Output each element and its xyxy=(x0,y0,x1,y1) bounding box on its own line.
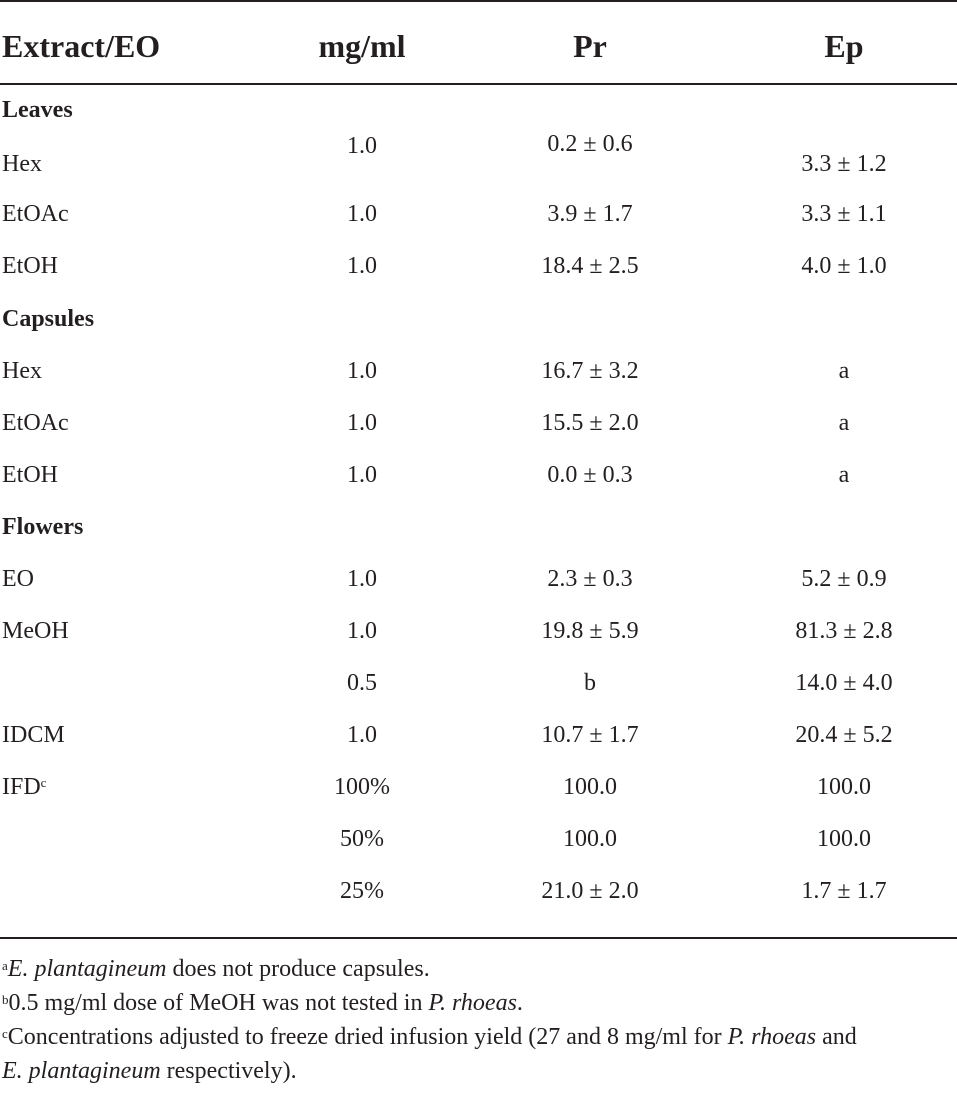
footnote-tail: and xyxy=(816,1024,857,1050)
footnote-marker: b xyxy=(2,992,9,1007)
ep-cell: 1.7 ± 1.7 xyxy=(801,878,887,904)
ep-cell: a xyxy=(838,410,850,436)
species-name: P. rhoeas xyxy=(428,990,517,1016)
extract-cell: EtOAc xyxy=(2,201,69,227)
pr-cell: b xyxy=(584,670,596,696)
table-row xyxy=(0,250,957,290)
extract-cell xyxy=(2,771,46,803)
dose-cell: 1.0 xyxy=(347,618,377,644)
pr-cell: 100.0 xyxy=(563,774,617,800)
section-label: Leaves xyxy=(2,97,73,123)
extract-cell: MeOH xyxy=(2,618,69,644)
ep-cell: a xyxy=(838,358,850,384)
extract-cell: EtOH xyxy=(2,462,58,488)
footnote-c xyxy=(2,1022,957,1052)
ep-cell: 3.3 ± 1.1 xyxy=(801,201,887,227)
footnote-tail: . xyxy=(516,990,523,1016)
footnote-marker: c xyxy=(2,1026,8,1041)
ep-cell: 4.0 ± 1.0 xyxy=(801,253,887,279)
pr-cell: 21.0 ± 2.0 xyxy=(541,878,639,904)
extract-text: IFD xyxy=(2,774,41,800)
pr-cell: 2.3 ± 0.3 xyxy=(547,566,633,592)
table-row xyxy=(0,823,957,863)
footnote-b xyxy=(2,988,957,1018)
ep-cell: 100.0 xyxy=(817,774,871,800)
pr-cell: 10.7 ± 1.7 xyxy=(541,722,639,748)
species-name: E. plantagineum xyxy=(7,956,167,982)
dose-cell: 25% xyxy=(340,878,384,904)
ep-cell: 5.2 ± 0.9 xyxy=(801,566,887,592)
pr-cell: 15.5 ± 2.0 xyxy=(541,410,639,436)
table-row xyxy=(0,719,957,759)
dose-cell: 1.0 xyxy=(347,566,377,592)
ep-cell: 81.3 ± 2.8 xyxy=(795,618,893,644)
ep-cell: a xyxy=(838,462,850,488)
pr-cell: 100.0 xyxy=(563,826,617,852)
extract-cell: EO xyxy=(2,566,34,592)
header-rule xyxy=(0,83,957,85)
dose-cell: 1.0 xyxy=(347,410,377,436)
table-row xyxy=(0,131,957,186)
header-ep: Ep xyxy=(824,28,864,64)
table-row xyxy=(0,459,957,499)
footnote-marker: c xyxy=(40,775,47,790)
footnote-a xyxy=(2,954,957,984)
dose-cell: 1.0 xyxy=(347,133,377,159)
footnote-text: Concentrations adjusted to freeze dried infusion yield (27 and 8 mg/ml for xyxy=(7,1024,728,1050)
table-row xyxy=(0,355,957,395)
table-row xyxy=(0,771,957,811)
table-row xyxy=(0,875,957,915)
section-row-flowers xyxy=(0,511,957,551)
dose-cell: 50% xyxy=(340,826,384,852)
header-dose: mg/ml xyxy=(318,28,406,64)
extract-cell: EtOAc xyxy=(2,410,69,436)
dose-cell: 1.0 xyxy=(347,358,377,384)
pr-cell: 19.8 ± 5.9 xyxy=(541,618,639,644)
footnote-text: 0.5 mg/ml dose of MeOH was not tested in xyxy=(8,990,429,1016)
pr-cell: 0.2 ± 0.6 xyxy=(547,131,633,157)
table-row xyxy=(0,615,957,655)
footnote-marker: a xyxy=(2,958,8,973)
dose-cell: 1.0 xyxy=(347,253,377,279)
table-row xyxy=(0,563,957,603)
pr-cell: 0.0 ± 0.3 xyxy=(547,462,633,488)
extract-cell: IDCM xyxy=(2,722,65,748)
section-row-leaves xyxy=(0,94,957,134)
pr-cell: 16.7 ± 3.2 xyxy=(541,358,639,384)
section-row-capsules xyxy=(0,303,957,343)
ep-cell: 14.0 ± 4.0 xyxy=(795,670,893,696)
species-name: E. plantagineum xyxy=(2,1058,161,1084)
ep-cell: 100.0 xyxy=(817,826,871,852)
dose-cell: 1.0 xyxy=(347,462,377,488)
ep-cell: 3.3 ± 1.2 xyxy=(801,151,887,177)
table-row xyxy=(0,198,957,238)
extract-cell: Hex xyxy=(2,151,42,177)
footnote-text: does not produce capsules. xyxy=(166,956,430,982)
section-label: Capsules xyxy=(2,306,95,332)
table-bottom-rule xyxy=(0,937,957,939)
species-name: P. rhoeas xyxy=(727,1024,817,1050)
header-pr: Pr xyxy=(573,28,607,64)
extract-cell: Hex xyxy=(2,358,42,384)
extract-cell: EtOH xyxy=(2,253,58,279)
table-row xyxy=(0,667,957,707)
dose-cell: 0.5 xyxy=(347,670,377,696)
dose-cell: 1.0 xyxy=(347,722,377,748)
dose-cell: 100% xyxy=(334,774,390,800)
table-row xyxy=(0,407,957,447)
pr-cell: 3.9 ± 1.7 xyxy=(547,201,633,227)
ep-cell: 20.4 ± 5.2 xyxy=(795,722,893,748)
header-extract: Extract/EO xyxy=(2,28,161,64)
footnote-tail: respectively). xyxy=(160,1058,297,1084)
dose-cell: 1.0 xyxy=(347,201,377,227)
footnote-c-continued xyxy=(2,1056,957,1086)
pr-cell: 18.4 ± 2.5 xyxy=(541,253,639,279)
section-label: Flowers xyxy=(2,514,84,540)
table-top-rule xyxy=(0,0,957,2)
